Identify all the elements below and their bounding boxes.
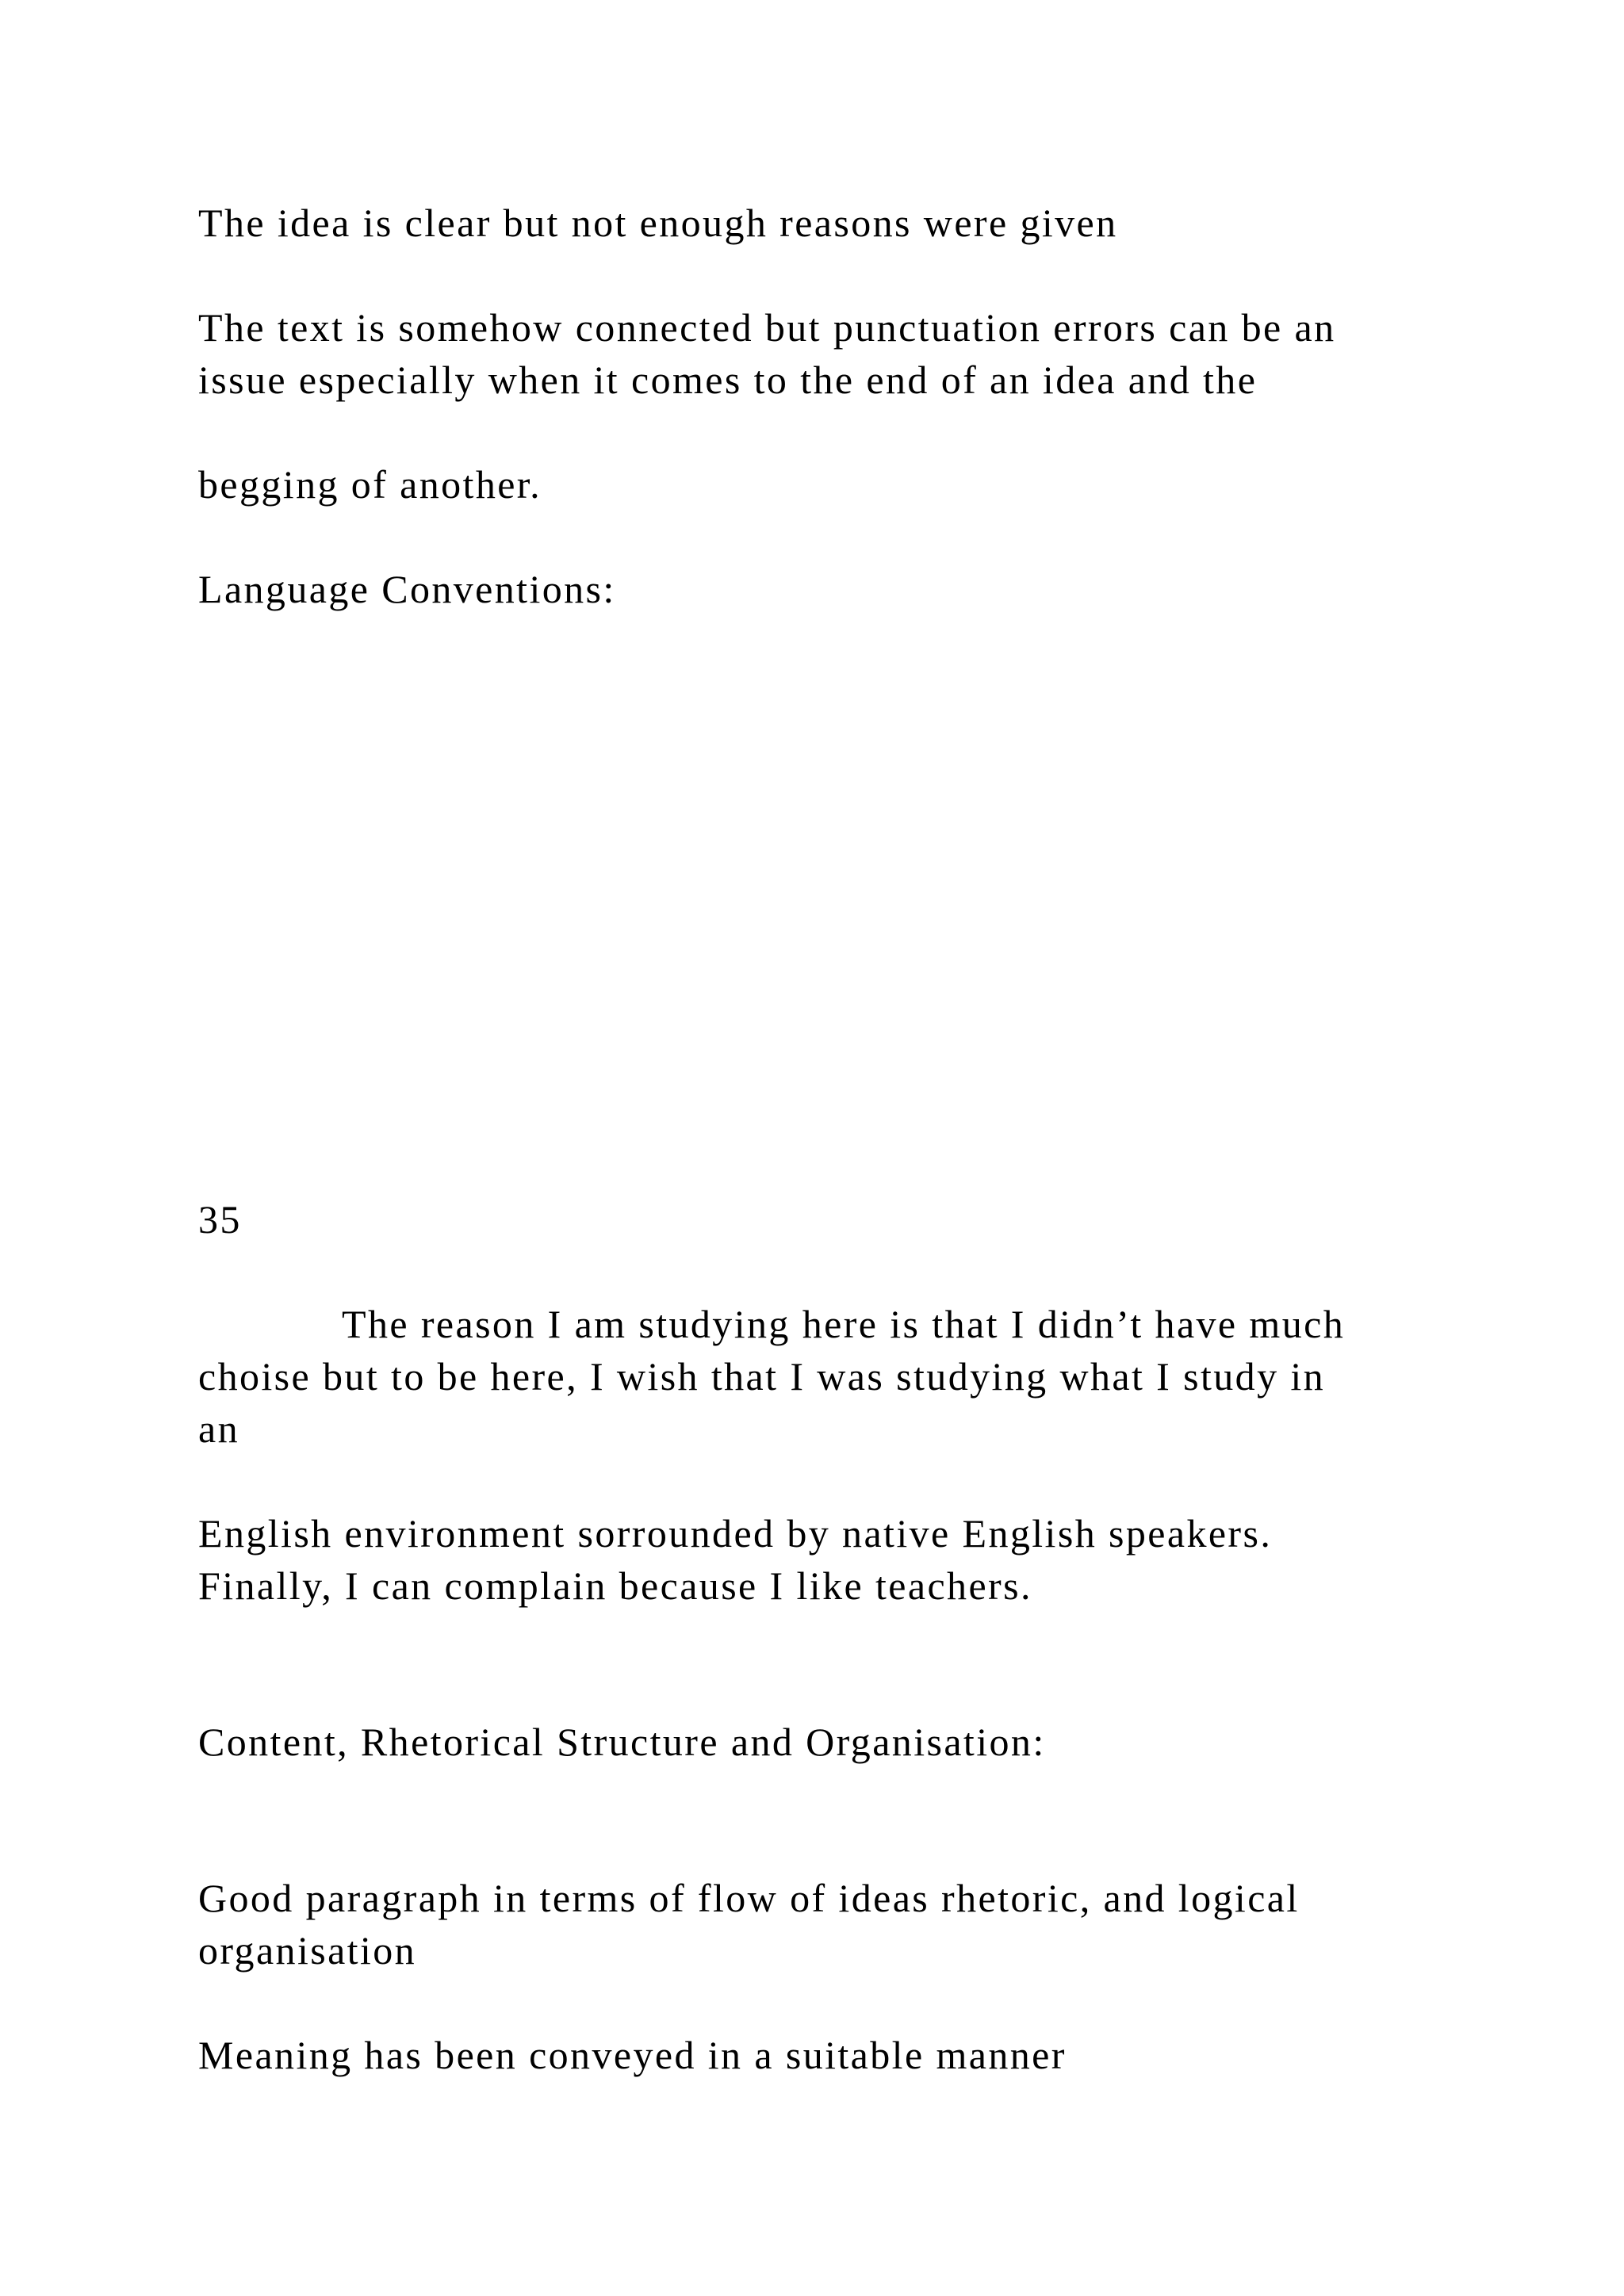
content-structure-heading: Content, Rhetorical Structure and Organisation: [198,1720,1046,1764]
feedback-line: The idea is clear but not enough reasons were given [198,201,1118,245]
feedback-line: Good paragraph in terms of flow of ideas rhetoric, and logical [198,1876,1300,1920]
student-text-line: The reason I am studying here is that I didn’t have much [342,1302,1346,1346]
student-text-line: Finally, I can complain because I like teachers. [198,1563,1032,1608]
sample-number: 35 [198,1197,242,1242]
student-text-line: choise but to be here, I wish that I was studying what I study in [198,1354,1326,1399]
student-text-line: English environment sorrounded by native English speakers. [198,1511,1273,1556]
feedback-line: organisation [198,1928,417,1973]
feedback-line: Meaning has been conveyed in a suitable manner [198,2033,1067,2077]
feedback-line: The text is somehow connected but punctuation errors can be an [198,305,1336,350]
feedback-line: issue especially when it comes to the end of an idea and the [198,358,1258,402]
feedback-line: begging of another. [198,462,542,507]
student-text-line: an [198,1406,239,1451]
language-conventions-heading: Language Conventions: [198,567,616,611]
